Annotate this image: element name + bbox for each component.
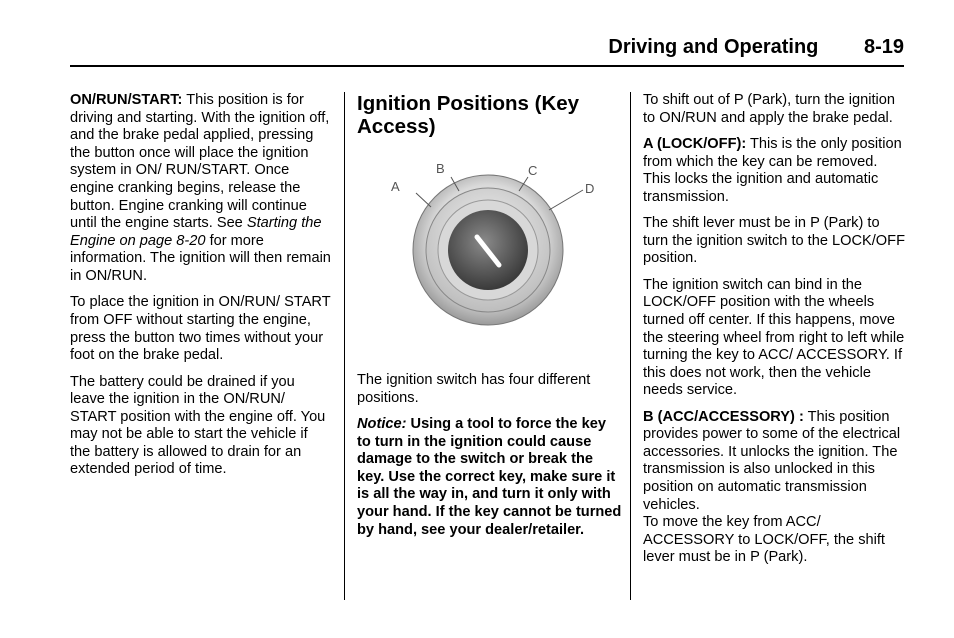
text: This position is for driving and starting. With the ignition off, and the brake pedal applied, pressing the button once will place the ignition system in ON/ RUN/START. Once engine cranking begins, release the button. Engine cranking will continue until the engine starts. See	[70, 92, 330, 232]
notice-text: Using a tool to force the key to turn in the ignition could cause damage to the switch or break the key. Use the correct key, make sure it is all the way in, and turn it only with your hand. If the key cannot be turned by hand, see your dealer/retailer.	[357, 415, 622, 538]
section-title: Driving and Operating	[608, 36, 819, 58]
paragraph-lock-off	[643, 136, 905, 206]
column-divider-2	[630, 92, 631, 600]
page-number: 8-19	[863, 36, 904, 58]
paragraph-shift-out: To shift out of P (Park), turn the ignition to ON/RUN and apply the brake pedal.	[643, 92, 896, 126]
paragraph-on-run-start	[70, 92, 332, 286]
term-lock-off: A (LOCK/OFF):	[643, 135, 747, 152]
page-header	[608, 36, 904, 59]
paragraph-bind: The ignition switch can bind in the LOCK/OFF position with the wheels turned off center. If this happens, move the steering wheel from right to left while turning the key to ACC/ ACCESSORY. If this does not work, then the vehicle needs service.	[643, 276, 905, 399]
column-1	[70, 92, 332, 488]
column-divider-1	[344, 92, 345, 600]
header-rule	[70, 65, 904, 67]
term-on-run-start: ON/RUN/START:	[70, 92, 183, 108]
text: for more information. The ignition will then remain in ON/RUN.	[70, 232, 331, 284]
ignition-switch-figure	[373, 155, 603, 355]
notice-paragraph	[357, 416, 622, 539]
paragraph-move-key: To move the key from ACC/ ACCESSORY to LOCK/OFF, the shift lever must be in P (Park).	[643, 514, 885, 566]
paragraph-battery: The battery could be drained if you leave the ignition in the ON/RUN/ START position with the engine off. You may not be able to start the vehicle if the battery is allowed to drain for an extended period of time.	[70, 373, 326, 478]
column-3	[643, 92, 905, 576]
label-b: B	[436, 161, 445, 176]
paragraph-four-positions: The ignition switch has four different positions.	[357, 372, 591, 406]
paragraph-shift-lever: The shift lever must be in P (Park) to turn the ignition switch to the LOCK/OFF position.	[643, 215, 905, 267]
label-d: D	[585, 181, 595, 196]
text: This position provides power to some of the electrical accessories. It unlocks the ignition. The transmission is also unlocked in this position on automatic transmission vehicles.	[643, 408, 901, 513]
notice-label: Notice:	[357, 415, 407, 432]
section-heading: Ignition Positions (Key Access)	[357, 92, 580, 138]
cross-reference-link[interactable]: Starting the Engine on page 8-20	[70, 215, 322, 249]
column-2	[357, 92, 622, 138]
paragraph-place-ignition: To place the ignition in ON/RUN/ START from OFF without starting the engine, press the button two times without your foot on the brake pedal.	[70, 294, 331, 364]
label-a: A	[391, 179, 400, 194]
label-c: C	[528, 163, 538, 178]
column-2-text	[357, 372, 622, 548]
paragraph-acc	[643, 409, 905, 515]
term-acc: B (ACC/ACCESSORY) :	[643, 408, 804, 425]
text: This is the only position from which the key can be removed. This locks the ignition and automatic transmission.	[643, 135, 902, 205]
